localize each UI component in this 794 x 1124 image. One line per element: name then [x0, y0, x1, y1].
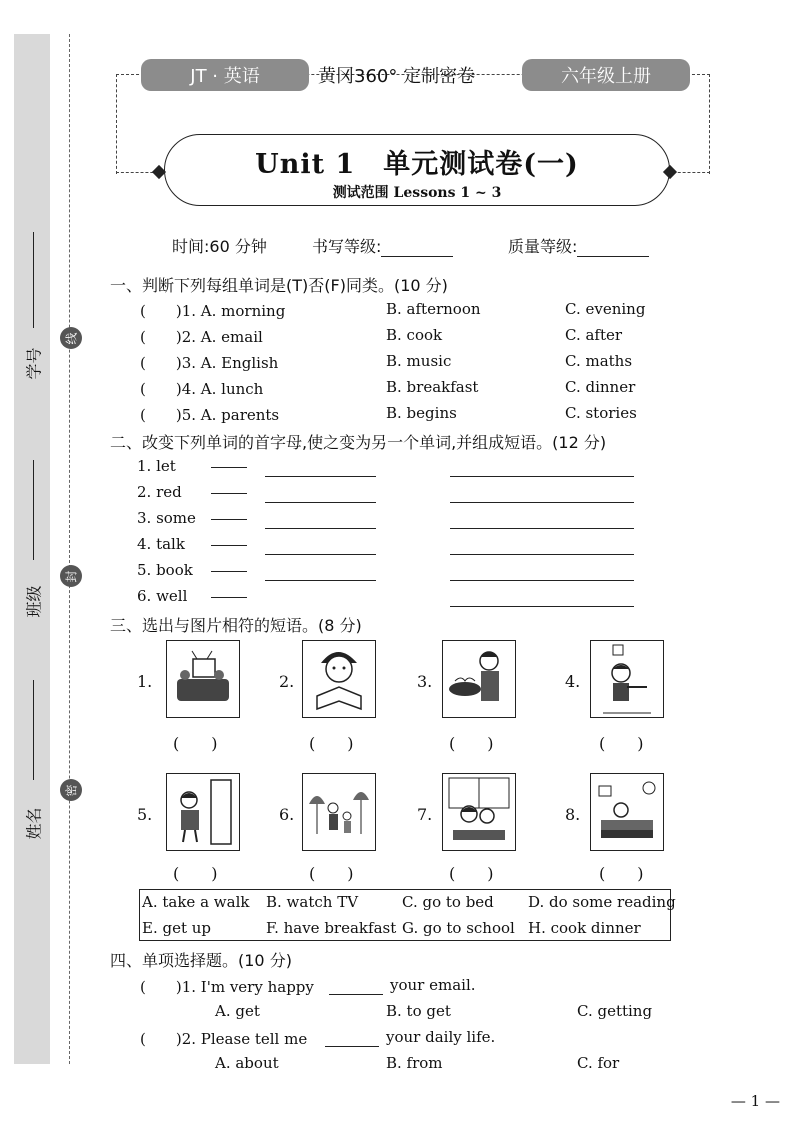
section2-word: 3. some — [137, 509, 196, 527]
section2-heading: 二、改变下列单词的首字母,使之变为另一个单词,并组成短语。(12 分) — [110, 433, 607, 452]
section2-word: 5. book — [137, 561, 193, 579]
picture-number: 1. — [137, 672, 153, 691]
section1-heading: 一、判断下列每组单词是(T)否(F)同类。(10 分) — [110, 276, 448, 295]
question-1-option-a: A. get — [215, 1002, 260, 1020]
picture-reading — [302, 640, 376, 718]
binding-margin — [14, 34, 50, 1064]
picture-get-up — [590, 773, 664, 851]
seal-secret-mark: 密 — [60, 779, 82, 801]
binding-dashed-line — [69, 34, 70, 1064]
section2-word: 2. red — [137, 483, 182, 501]
section4-heading: 四、单项选择题。(10 分) — [110, 951, 292, 970]
seal-line-mark: 线 — [60, 327, 82, 349]
option-a: A. take a walk — [142, 893, 250, 911]
dash — [211, 467, 247, 468]
name-label: 姓名 — [24, 807, 44, 840]
time-limit: 时间:60 分钟 — [172, 237, 267, 256]
seal-seal-mark: 封 — [60, 565, 82, 587]
page-title: Unit 1 单元测试卷(一) — [255, 149, 579, 180]
writing-grade: 书写等级: — [312, 234, 453, 257]
phrase-blank[interactable] — [450, 476, 634, 477]
section2-word: 6. well — [137, 587, 188, 605]
dash — [211, 545, 247, 546]
section2-word: 4. talk — [137, 535, 185, 553]
new-word-blank[interactable] — [265, 502, 376, 503]
answer-paren[interactable]: ( ) — [173, 734, 218, 753]
picture-have-breakfast — [590, 640, 664, 718]
phrase-blank[interactable] — [450, 528, 634, 529]
question-2-stem-a: ( )2. Please tell me — [140, 1030, 308, 1048]
section2-word: 1. let — [137, 457, 176, 475]
class-blank — [33, 460, 34, 560]
picture-take-a-walk — [302, 773, 376, 851]
option-h: H. cook dinner — [528, 919, 641, 937]
new-word-blank[interactable] — [265, 476, 376, 477]
answer-paren[interactable]: ( ) — [449, 864, 494, 883]
dash — [211, 571, 247, 572]
picture-do-some-reading — [442, 773, 516, 851]
picture-number: 4. — [565, 672, 581, 691]
student-id-blank — [33, 232, 34, 328]
question-2-stem-b: your daily life. — [386, 1028, 496, 1046]
new-word-blank[interactable] — [265, 554, 376, 555]
subject-tag: JT · 英语 — [141, 59, 309, 91]
question-2-option-a: A. about — [215, 1054, 279, 1072]
answer-paren[interactable]: ( ) — [173, 864, 218, 883]
question-1-blank[interactable] — [329, 994, 383, 995]
answer-paren[interactable]: ( ) — [599, 864, 644, 883]
dash — [211, 519, 247, 520]
picture-go-to-school — [166, 773, 240, 851]
option-e: E. get up — [142, 919, 212, 937]
question-2-option-c: C. for — [577, 1054, 620, 1072]
picture-number: 5. — [137, 805, 153, 824]
section3-heading: 三、选出与图片相符的短语。(8 分) — [110, 616, 362, 635]
question-1-option-c: C. getting — [577, 1002, 653, 1020]
question-1-option-b: B. to get — [386, 1002, 451, 1020]
answer-paren[interactable]: ( ) — [449, 734, 494, 753]
class-label: 班级 — [24, 585, 44, 618]
question-1-stem-a: ( )1. I'm very happy — [140, 978, 314, 996]
question-1-stem-b: your email. — [390, 976, 476, 994]
phrase-blank[interactable] — [450, 502, 634, 503]
option-d: D. do some reading — [528, 893, 676, 911]
phrase-blank[interactable] — [450, 606, 634, 607]
picture-watch-tv — [166, 640, 240, 718]
new-word-blank[interactable] — [265, 580, 376, 581]
new-word-blank[interactable] — [265, 528, 376, 529]
picture-number: 3. — [417, 672, 433, 691]
option-f: F. have breakfast — [266, 919, 397, 937]
option-b: B. watch TV — [266, 893, 359, 911]
answer-paren[interactable]: ( ) — [599, 734, 644, 753]
page-number: — 1 — — [730, 1092, 780, 1110]
question-2-option-b: B. from — [386, 1054, 443, 1072]
picture-number: 7. — [417, 805, 433, 824]
picture-number: 2. — [279, 672, 295, 691]
page-subtitle: 测试范围 Lessons 1 ~ 3 — [332, 185, 502, 201]
series-title: 黄冈360° 定制密卷 — [318, 66, 476, 87]
answer-paren[interactable]: ( ) — [309, 734, 354, 753]
name-blank — [33, 680, 34, 780]
option-g: G. go to school — [402, 919, 515, 937]
quality-grade: 质量等级: — [508, 234, 649, 257]
picture-number: 8. — [565, 805, 581, 824]
picture-number: 6. — [279, 805, 295, 824]
dash — [211, 493, 247, 494]
answer-paren[interactable]: ( ) — [309, 864, 354, 883]
dash — [211, 597, 247, 598]
option-c: C. go to bed — [402, 893, 494, 911]
question-2-blank[interactable] — [325, 1046, 379, 1047]
student-id-label: 学号 — [24, 347, 44, 380]
grade-tag: 六年级上册 — [522, 59, 690, 91]
phrase-blank[interactable] — [450, 554, 634, 555]
picture-cook-dinner — [442, 640, 516, 718]
phrase-blank[interactable] — [450, 580, 634, 581]
